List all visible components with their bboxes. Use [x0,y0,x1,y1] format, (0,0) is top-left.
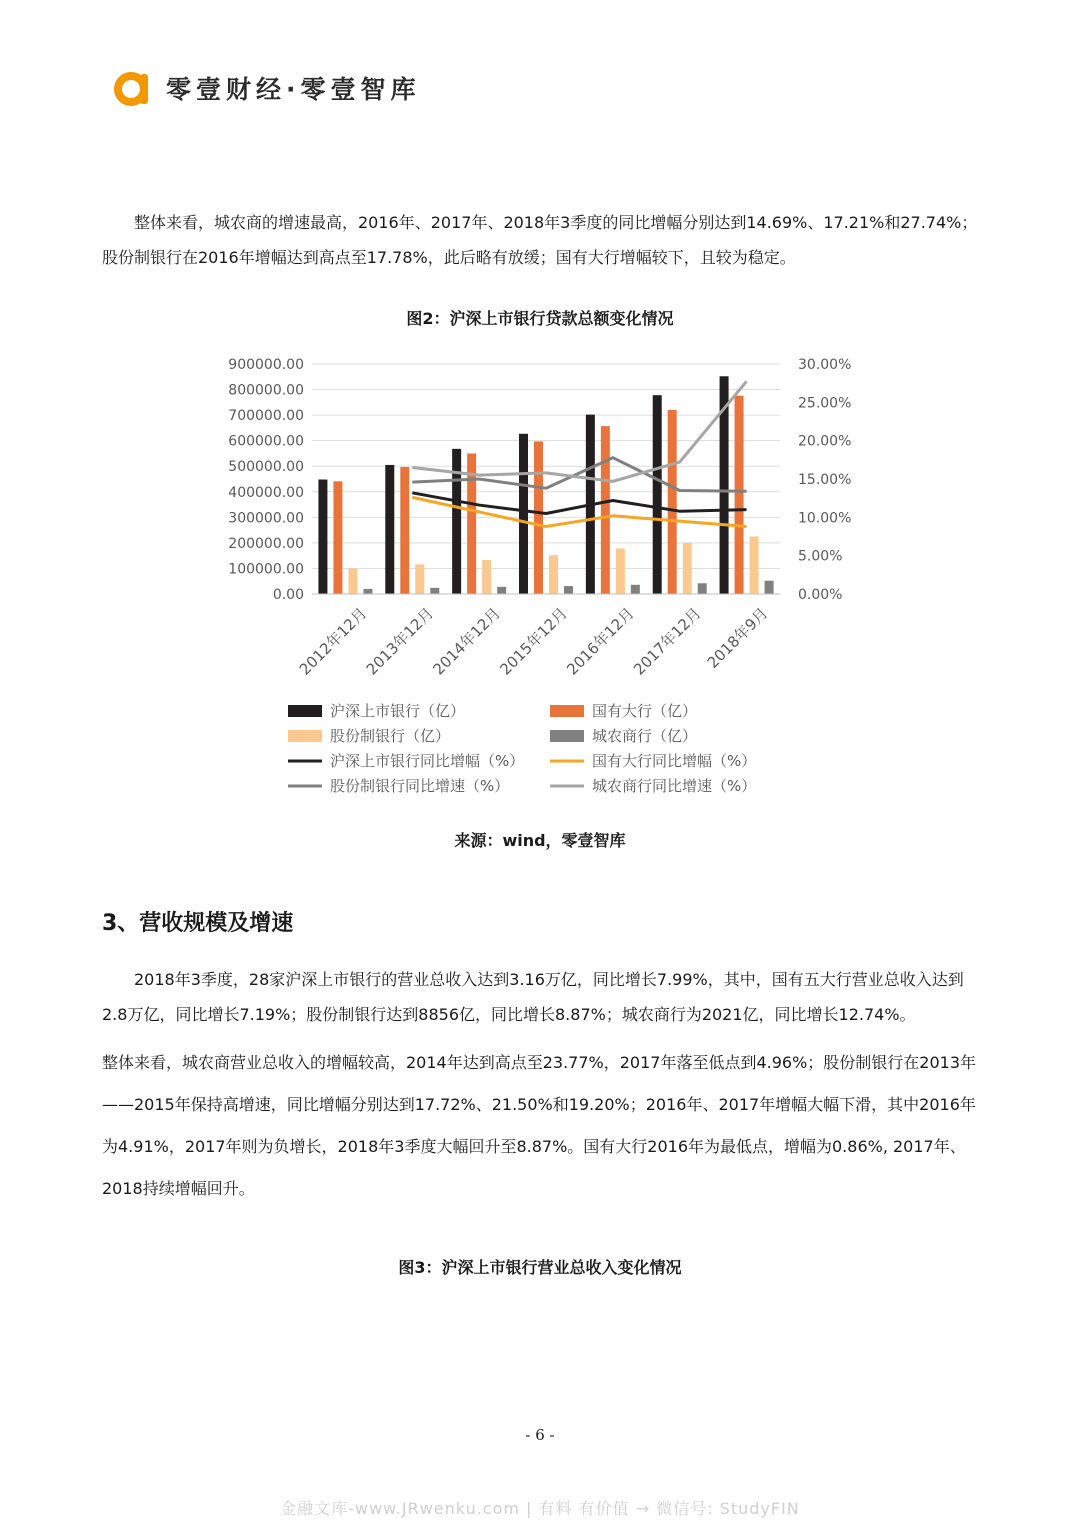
bar [400,467,409,594]
y-left-tick-label: 400000.00 [228,484,304,501]
paragraph-intro [102,205,982,275]
bar [549,555,558,594]
bar [519,434,528,594]
chart-bars [318,376,773,594]
y-right-tick-label: 20.00% [798,433,852,450]
paragraph-text: 整体来看，城农商的增速最高，2016年、2017年、2018年3季度的同比增幅分别达到14.69%、17.21%和27.74%；股份制银行在2016年增幅达到高点至17.78%，此后略有放缓；国有大行增幅较下，且较为稳定。 [102,213,978,267]
y-right-tick-label: 25.00% [798,395,852,412]
legend-label: 国有大行同比增幅（%） [592,752,757,770]
bar [668,410,677,594]
figure2-source: 来源：wind，零壹智库 [454,831,626,850]
y-left-tick-label: 500000.00 [228,459,304,476]
bar [482,560,491,594]
bar [363,589,372,594]
x-tick-label: 2013年12月 [362,604,438,679]
x-tick-label: 2012年12月 [295,604,371,679]
document-header [112,66,421,110]
paragraph-revenue [102,962,982,1032]
x-tick-label: 2018年9月 [703,604,772,672]
series-line [412,493,746,514]
y-right-tick-label: 10.00% [798,510,852,527]
paragraph-revenue-growth [102,1042,982,1210]
legend-label: 城农商行（亿） [592,727,698,745]
bar [750,537,759,595]
y-left-tick-label: 600000.00 [228,433,304,450]
bar [601,426,610,594]
watermark: 金融文库-www.JRwenku.com | 有料 有价值 → 微信号: StudyFIN [280,1499,800,1518]
brand-title: 零壹财经·零壹智库 [166,75,421,104]
bar [653,395,662,594]
y-left-tick-label: 100000.00 [228,561,304,578]
bar [564,586,573,594]
y-left-tick-label: 900000.00 [228,357,304,373]
x-tick-label: 2014年12月 [429,604,504,679]
legend-label: 城农商行同比增速（%） [592,777,757,795]
bar [430,588,439,594]
figure2-caption: 图2：沪深上市银行贷款总额变化情况 [406,309,674,328]
legend-label: 沪深上市银行（亿） [330,702,466,720]
bar [534,441,543,594]
paragraph-text: 整体来看，城农商营业总收入的增幅较高，2014年达到高点至23.77%，2017年落至低点到4.96%；股份制银行在2013年——2015年保持高增速，同比增幅分别达到17.72%、21.50%和19.20%；2016年、2017年增幅大幅下滑，其中2016年为4.91%，2017年则为负增长，2018年3季度大幅回升至8.87%。国有大行2016年为最低点，增幅为0.86%, 2017年、2018持续增幅回升。 [102,1053,976,1198]
brand-logo-icon [112,68,152,108]
bar [698,583,707,594]
bar [318,480,327,594]
legend-label: 股份制银行同比增速（%） [330,777,510,795]
bar [616,549,625,594]
x-tick-label: 2015年12月 [496,604,571,679]
legend-swatch [288,730,322,742]
x-tick-label: 2017年12月 [630,604,705,679]
x-tick-label: 2016年12月 [563,604,638,679]
loan-total-chart [200,346,880,806]
paragraph-text: 2018年3季度，28家沪深上市银行的营业总收入达到3.16万亿，同比增长7.99%，其中，国有五大行营业总收入达到2.8万亿，同比增长7.19%；股份制银行达到8856亿，同比增长8.87%；城农商行为2021亿，同比增长12.74%。 [102,970,964,1024]
chart-lines [412,381,746,526]
bar [415,564,424,594]
figure3-caption: 图3：沪深上市银行营业总收入变化情况 [398,1258,682,1277]
y-left-tick-label: 800000.00 [228,382,304,399]
y-right-tick-label: 30.00% [798,357,852,373]
legend-swatch [288,705,322,717]
legend-label: 国有大行（亿） [592,702,698,720]
chart-legend [288,702,756,795]
y-left-tick-label: 200000.00 [228,535,304,552]
bar [348,568,357,594]
y-right-tick-label: 5.00% [798,548,843,565]
legend-swatch [550,705,584,717]
bar [333,481,342,594]
bar [683,543,692,594]
bar [765,581,774,594]
legend-label: 沪深上市银行同比增幅（%） [330,752,525,770]
bar [452,449,461,594]
y-left-tick-label: 300000.00 [228,510,304,527]
chart-grid [312,364,780,594]
y-right-tick-label: 15.00% [798,472,852,488]
bar [385,465,394,594]
bar [735,396,744,594]
bar [631,585,640,594]
y-left-tick-label: 700000.00 [228,408,304,425]
legend-label: 股份制银行（亿） [330,727,451,745]
legend-swatch [550,730,584,742]
section-heading: 3、营收规模及增速 [102,911,294,936]
y-right-tick-label: 0.00% [798,587,843,603]
bar [497,587,506,594]
y-left-tick-label: 0.00 [272,587,304,603]
page-number: - 6 - [525,1426,555,1444]
